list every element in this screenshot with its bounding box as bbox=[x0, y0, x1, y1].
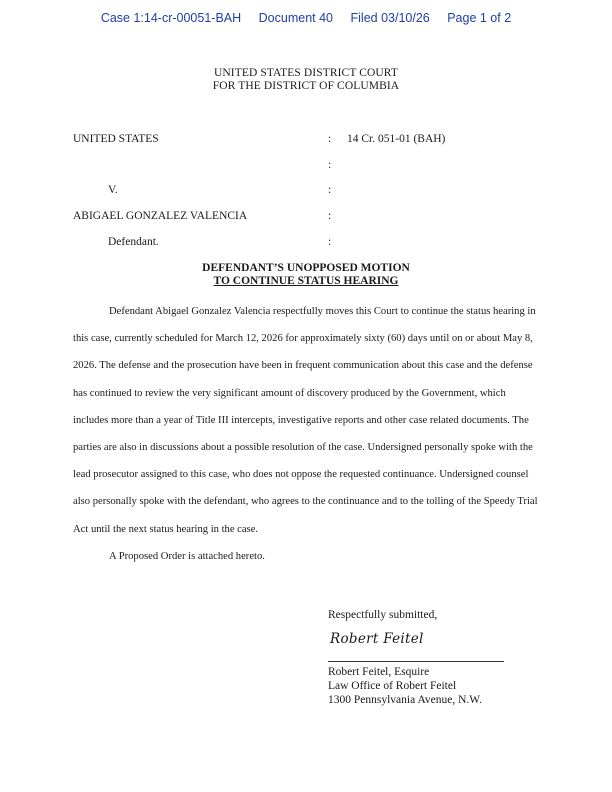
case-number-stamp: Case 1:14-cr-00051-BAH bbox=[100, 11, 242, 25]
firm-address: 1300 Pennsylvania Avenue, N.W. bbox=[328, 694, 482, 706]
caption-separator: : bbox=[328, 210, 332, 222]
document-number-stamp: Document 40 bbox=[258, 11, 334, 25]
caption-separator: : bbox=[328, 159, 332, 171]
caption-separator: : bbox=[328, 133, 332, 145]
caption-plaintiff: UNITED STATES bbox=[73, 133, 159, 145]
caption-case-number: 14 Cr. 051-01 (BAH) bbox=[347, 133, 446, 145]
caption-defendant-name: ABIGAEL GONZALEZ VALENCIA bbox=[73, 210, 248, 222]
motion-title bbox=[0, 262, 612, 288]
caption-versus: V. bbox=[108, 184, 118, 196]
law-firm: Law Office of Robert Feitel bbox=[328, 680, 457, 692]
ecf-header-stamp bbox=[0, 11, 612, 25]
caption-separator: : bbox=[328, 184, 332, 196]
motion-title-line1: DEFENDANT’S UNOPPOSED MOTION bbox=[202, 262, 410, 274]
motion-body bbox=[73, 298, 539, 570]
caption-separator: : bbox=[328, 236, 332, 248]
signature-closing: Respectfully submitted, bbox=[328, 609, 438, 621]
body-paragraph: A Proposed Order is attached hereto. bbox=[109, 550, 265, 562]
signature-line bbox=[328, 661, 504, 662]
handwritten-signature: Robert Feitel bbox=[330, 631, 424, 647]
court-name: UNITED STATES DISTRICT COURT bbox=[213, 67, 399, 79]
court-district: FOR THE DISTRICT OF COLUMBIA bbox=[212, 80, 400, 92]
filed-date-stamp: Filed 03/10/26 bbox=[350, 11, 430, 25]
page-count-stamp: Page 1 of 2 bbox=[447, 11, 512, 25]
motion-title-line2: TO CONTINUE STATUS HEARING bbox=[213, 275, 399, 287]
caption-defendant-role: Defendant. bbox=[108, 236, 159, 248]
court-heading bbox=[0, 67, 612, 93]
body-paragraph: Defendant Abigael Gonzalez Valencia respectfully moves this Court to continue the status hearing in this case, currently scheduled for March 12, 2026 for approximately sixty (60) days until on or about May 8, 2026. The defense and the prosecution have been in frequent communication about this case and the defense has continued to review the very significant amount of discovery produced by the Government, which includes more than a year of Title III intercepts, investigative reports and other case related documents. The parties are also in discussions about a possible resolution of the case. Undersigned personally spoke with the lead prosecutor assigned to this case, who does not oppose the requested continuance. Undersigned counsel also personally spoke with the defendant, who agrees to the continuance and to the tolling of the Speedy Trial Act until the next status hearing in the case. bbox=[73, 306, 538, 535]
attorney-name: Robert Feitel, Esquire bbox=[328, 666, 430, 678]
